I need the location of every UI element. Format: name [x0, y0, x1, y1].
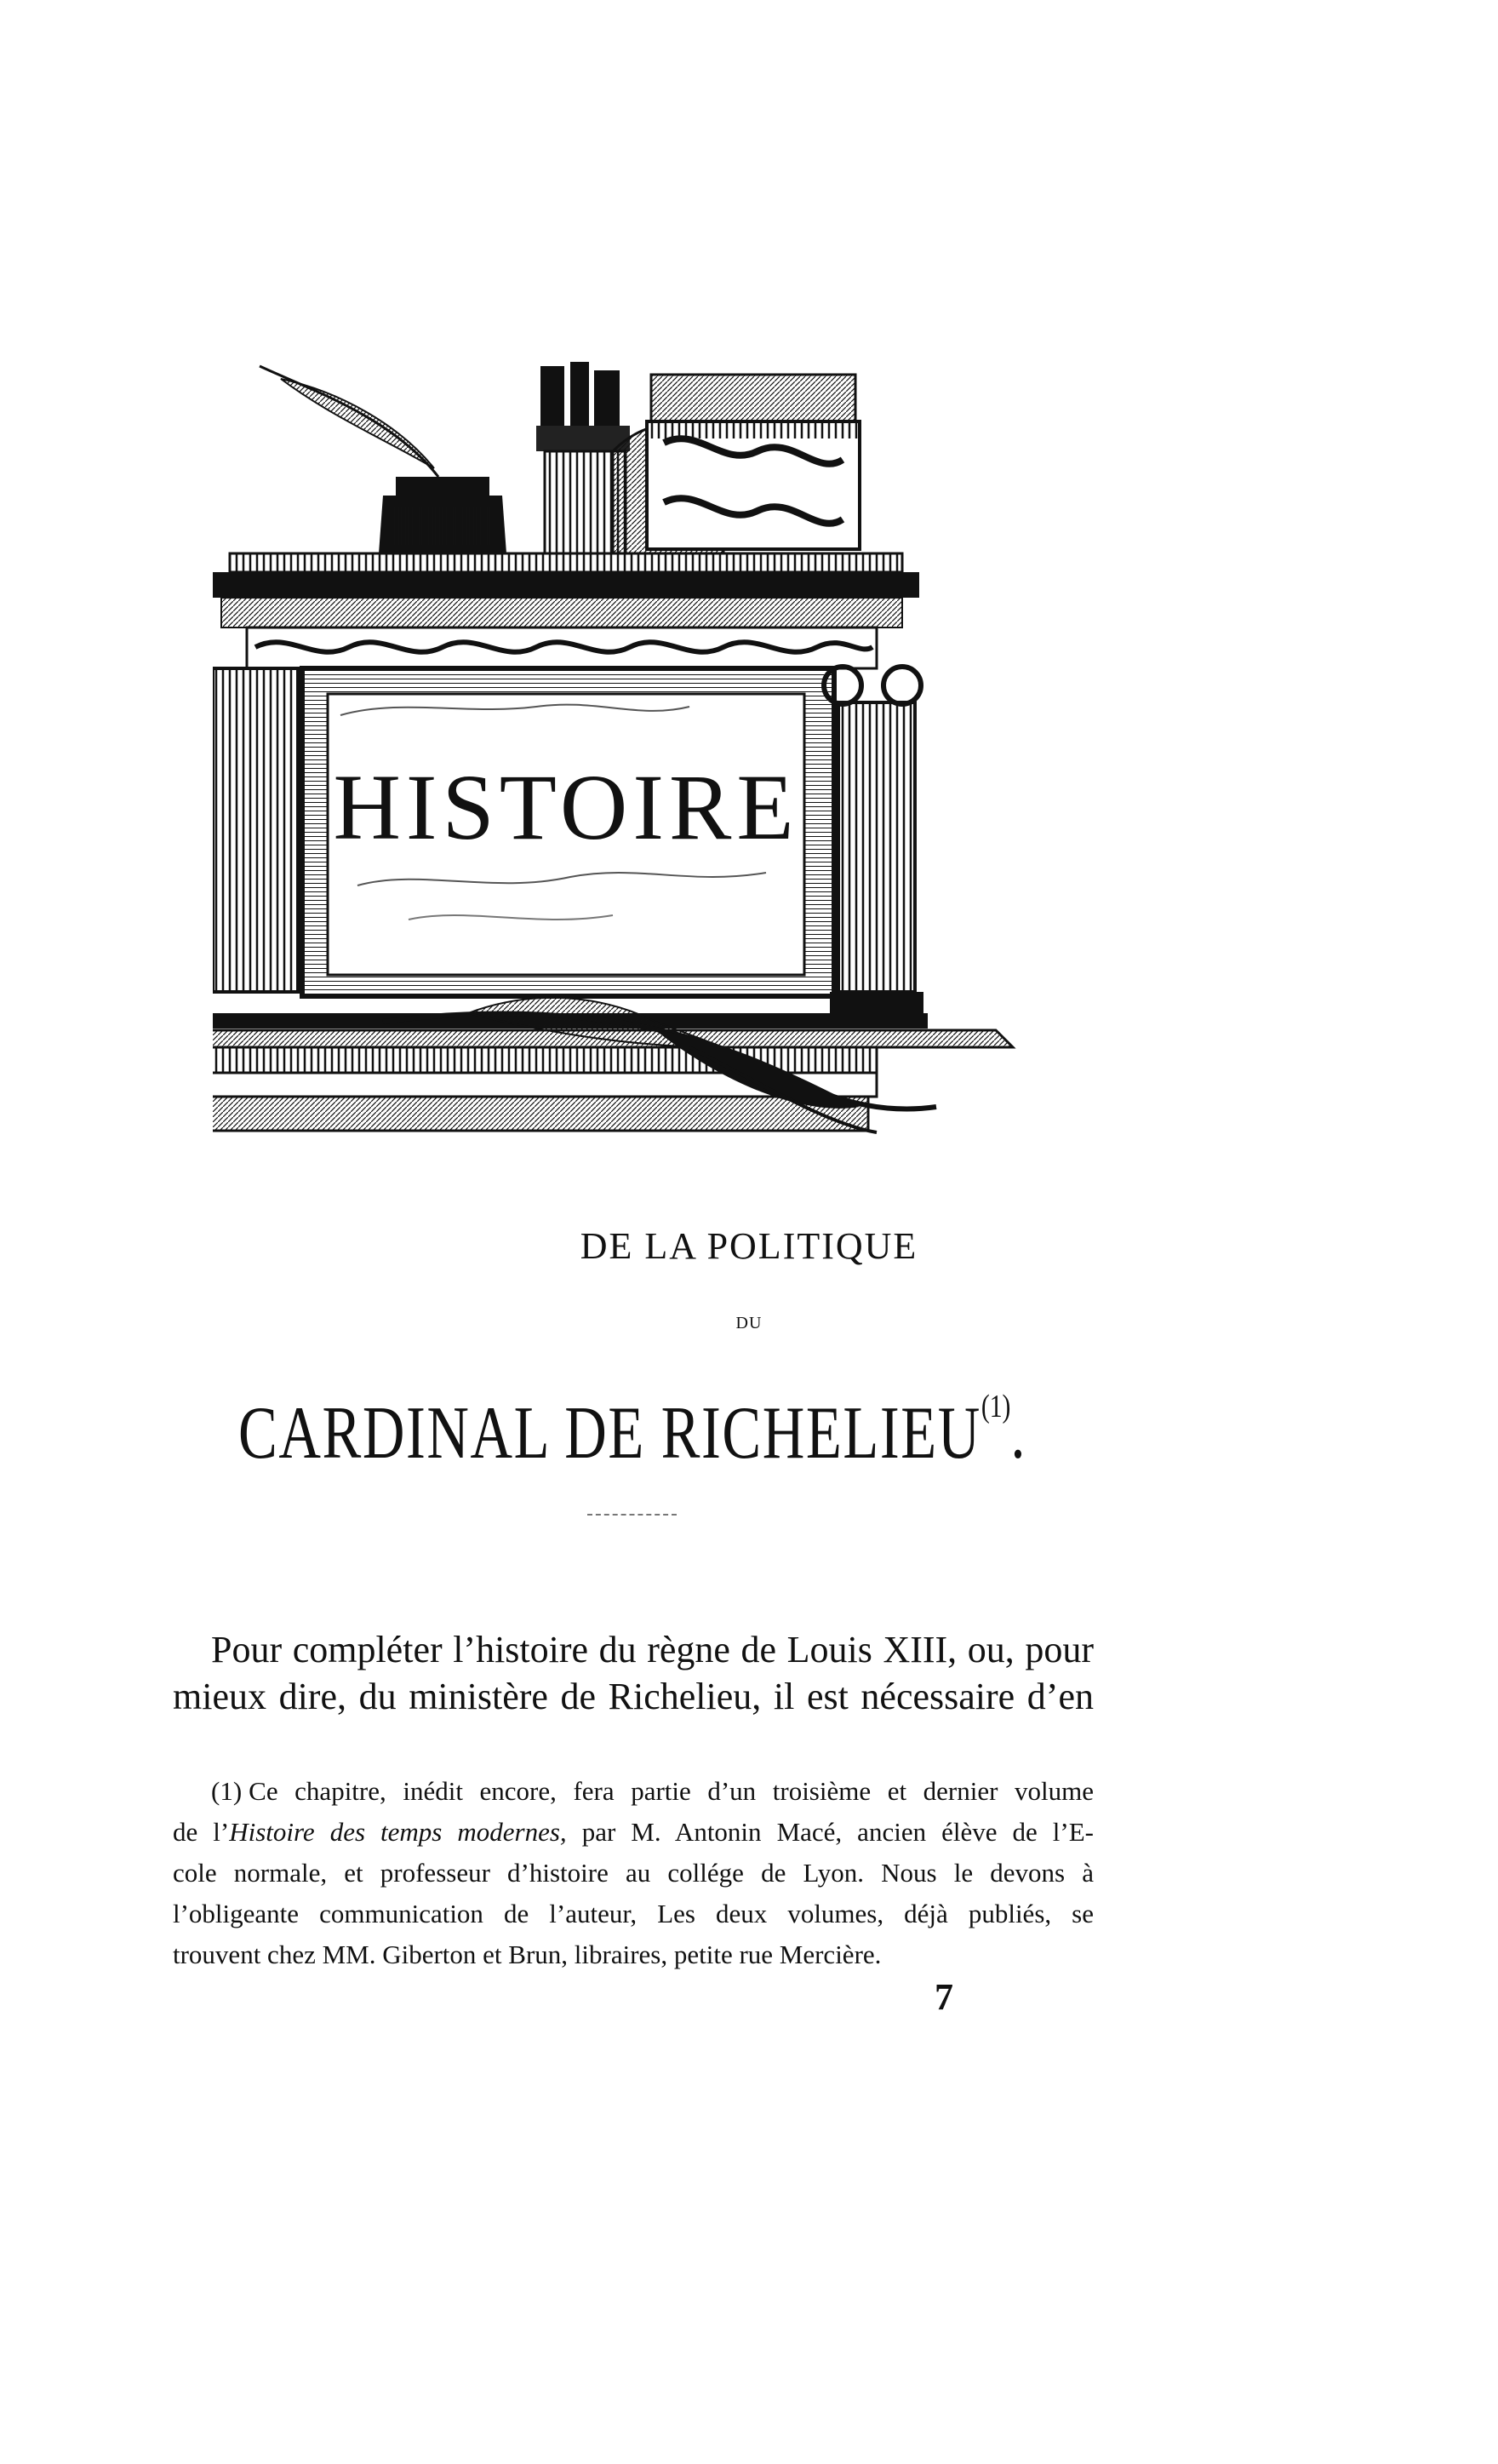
footnote-line-5: trouvent chez MM. Giberton et Brun, libraires, petite rue Mercière.: [173, 1940, 882, 1969]
separator-rule: [587, 1514, 677, 1516]
page-number: 7: [935, 1976, 953, 2018]
footnote-line-2-b: par M. Antonin Macé, ancien élève de l’E-: [566, 1817, 1094, 1847]
section-title-line-1: DE LA POLITIQUE: [580, 1225, 918, 1267]
footnote-line-3: cole normale, et professeur d’histoire au collége de Lyon. Nous le devons à: [173, 1858, 1094, 1888]
engraved-writing-desk-illustration: [213, 341, 1064, 1141]
section-title-line-2: DU: [735, 1314, 763, 1332]
footnote-mark: (1): [211, 1776, 243, 1806]
body-line-1: Pour compléter l’histoire du règne de Louis XIII, ou, pour: [211, 1629, 1094, 1670]
chapter-title: [238, 1388, 1026, 1476]
footnote-line-2-a: de l’: [173, 1817, 230, 1847]
footnote-line-4: l’obligeante communication de l’auteur, Les deux volumes, déjà publiés, se: [173, 1899, 1094, 1928]
footnote-line-1: [173, 1771, 1094, 1812]
body-line-2: mieux dire, du ministère de Richelieu, il est nécessaire d’en: [173, 1676, 1094, 1717]
chapter-title-text: CARDINAL DE RICHELIEU: [238, 1392, 981, 1475]
body-paragraph: [173, 1626, 1094, 1720]
headpiece-title: HISTOIRE: [333, 755, 799, 859]
footnote-book-title: Histoire des temps modernes,: [229, 1817, 567, 1847]
footnote-reference: (1): [981, 1389, 1011, 1424]
footnote-line-2: [173, 1812, 1094, 1853]
footnote: [173, 1771, 1094, 1975]
footnote-line-1-text: Ce chapitre, inédit encore, fera partie d’un troisième et dernier volume: [249, 1776, 1094, 1806]
chapter-title-period: .: [1010, 1392, 1027, 1475]
